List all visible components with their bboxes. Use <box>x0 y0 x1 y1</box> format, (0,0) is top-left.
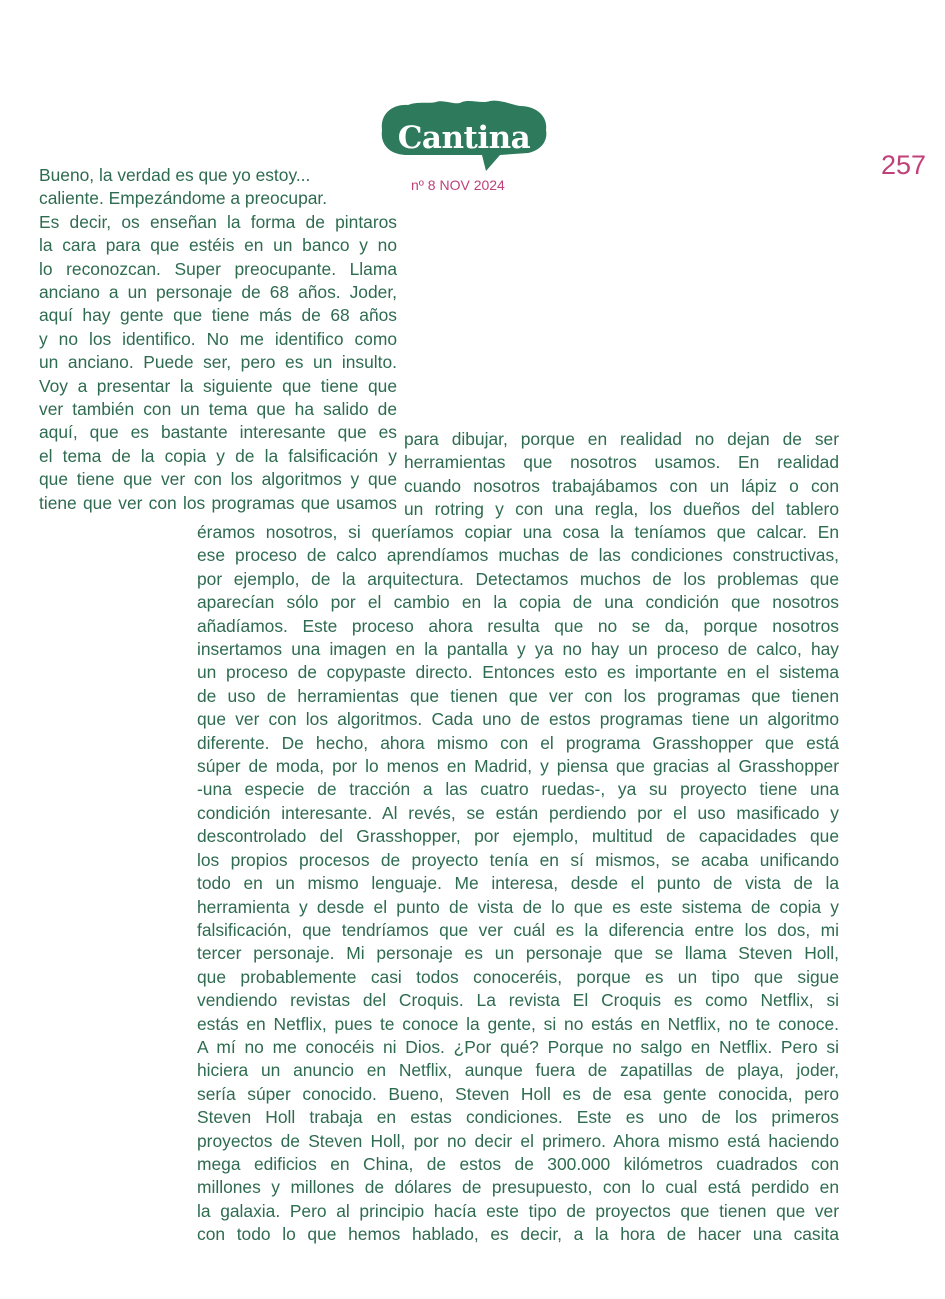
text-line: los propios procesos de proyecto tenía en sí mismos, se acaba unificando <box>197 849 839 870</box>
text-line: sería súper conocido. Bueno, Steven Holl es de esa gente conocida, pero <box>197 1083 839 1104</box>
text-line: condición interesante. Al revés, se están perdiendo por el uso masificado y <box>197 802 839 823</box>
text-line: que probablemente casi todos conoceréis, porque es un tipo que sigue <box>197 966 839 987</box>
text-line: añadíamos. Este proceso ahora resulta que no se da, porque nosotros <box>197 615 839 636</box>
cantina-logo <box>378 98 554 174</box>
article-column-right <box>404 428 839 522</box>
text-line: para dibujar, porque en realidad no dejan de ser <box>404 429 839 449</box>
text-line: el tema de la copia y de la falsificación y <box>39 445 397 466</box>
text-line: Steven Holl trabaja en estas condiciones. Este es uno de los primeros <box>197 1107 839 1128</box>
text-line: aparecían sólo por el cambio en la copia de una condición que nosotros <box>197 592 839 613</box>
text-line: proyectos de Steven Holl, por no decir el primero. Ahora mismo está haciendo <box>197 1130 839 1151</box>
text-line: tiene que ver con los programas que usamos <box>39 492 397 513</box>
text-line: de uso de herramientas que tienen que ver con los programas que tienen <box>197 685 839 706</box>
text-line: ver también con un tema que ha salido de <box>39 399 397 420</box>
article-column-wide <box>197 521 839 1247</box>
text-line: descontrolado del Grasshopper, por ejemplo, multitud de capacidades que <box>197 826 839 847</box>
text-line: tercer personaje. Mi personaje es un personaje que se llama Steven Holl, <box>197 943 839 964</box>
text-line: súper de moda, por lo menos en Madrid, y piensa que gracias al Grasshopper <box>197 756 839 777</box>
page-number: 257 <box>881 150 927 180</box>
text-line: caliente. Empezándome a preocupar. <box>39 188 328 209</box>
issue-label: nº 8 NOV 2024 <box>411 177 505 193</box>
text-line: aquí hay gente que tiene más de 68 años <box>39 305 397 326</box>
text-line: diferente. De hecho, ahora mismo con el programa Grasshopper que está <box>197 732 839 753</box>
text-line: anciano a un personaje de 68 años. Joder, <box>39 282 397 303</box>
text-line: que tiene que ver con los algoritmos y que <box>39 469 397 490</box>
text-line: A mí no me conocéis ni Dios. ¿Por qué? Porque no salgo en Netflix. Pero si <box>197 1036 839 1057</box>
text-line: que ver con los algoritmos. Cada uno de estos programas tiene un algoritmo <box>197 709 839 730</box>
text-line: insertamos una imagen en la pantalla y ya no hay un proceso de calco, hay <box>197 639 839 660</box>
text-line: todo en un mismo lenguaje. Me interesa, desde el punto de vista de la <box>197 873 839 894</box>
text-line: un rotring y con una regla, los dueños del tablero <box>404 499 839 520</box>
text-line: lo reconozcan. Super preocupante. Llama <box>39 258 397 279</box>
logo-text: Cantina <box>397 120 531 156</box>
text-line: -una especie de tracción a las cuatro ruedas-, ya su proyecto tiene una <box>197 779 839 800</box>
text-line: falsificación, que tendríamos que ver cuál es la diferencia entre los dos, mi <box>197 919 839 940</box>
text-line: la galaxia. Pero al principio hacía este tipo de proyectos que tienen que ver <box>197 1200 839 1221</box>
text-line: hiciera un anuncio en Netflix, aunque fuera de zapatillas de playa, joder, <box>197 1060 839 1081</box>
text-line: por ejemplo, de la arquitectura. Detectamos muchos de los problemas que <box>197 568 839 589</box>
article-column-left <box>39 164 397 515</box>
text-line: vendiendo revistas del Croquis. La revista El Croquis es como Netflix, si <box>197 990 839 1011</box>
text-line: millones y millones de dólares de presupuesto, con lo cual está perdido en <box>197 1177 839 1198</box>
text-line: y no los identifico. No me identifico como <box>39 328 397 349</box>
text-line: un anciano. Puede ser, pero es un insulto. <box>39 352 397 373</box>
text-line: herramienta y desde el punto de vista de lo que es este sistema de copia y <box>197 896 839 917</box>
text-line: herramientas que nosotros usamos. En realidad <box>404 452 839 473</box>
text-line: la cara para que estéis en un banco y no <box>39 235 397 256</box>
text-line: ese proceso de calco aprendíamos muchas de las condiciones constructivas, <box>197 545 839 566</box>
text-line: cuando nosotros trabajábamos con un lápiz o con <box>404 475 839 496</box>
text-line: estás en Netflix, pues te conoce la gente, si no estás en Netflix, no te conoce. <box>197 1013 839 1034</box>
text-line: Es decir, os enseñan la forma de pintaros <box>39 211 397 232</box>
text-line: un proceso de copypaste directo. Entonces esto es importante en el sistema <box>197 662 839 683</box>
text-line: éramos nosotros, si queríamos copiar una cosa la teníamos que calcar. En <box>197 522 839 542</box>
text-line: mega edificios en China, de estos de 300.000 kilómetros cuadrados con <box>197 1153 839 1174</box>
text-line: aquí, que es bastante interesante que es <box>39 422 397 443</box>
text-line: Voy a presentar la siguiente que tiene que <box>39 375 397 396</box>
text-line: con todo lo que hemos hablado, es decir, a la hora de hacer una casita <box>197 1224 839 1245</box>
text-line: Bueno, la verdad es que yo estoy... <box>39 165 311 185</box>
